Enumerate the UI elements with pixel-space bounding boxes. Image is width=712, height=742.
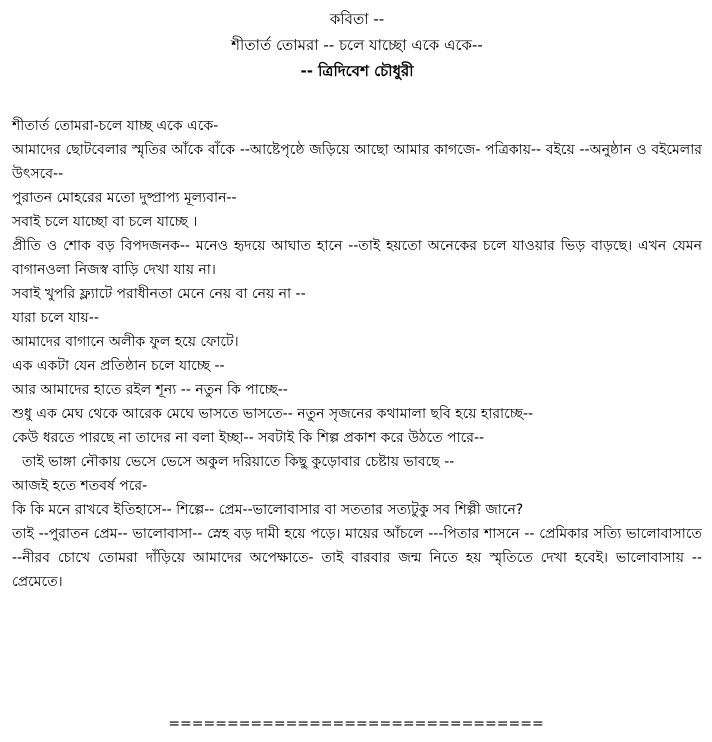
- poem-header: [12, 6, 702, 84]
- poem-line: শীতার্ত তোমরা-চলে যাচ্ছ একে একে-: [12, 118, 219, 134]
- poem-line: শুধু এক মেঘ থেকে আরেক মেঘে ভাসতে ভাসতে-- নতুন সৃজনের কথামালা ছবি হয়ে হারাচ্ছে--: [12, 406, 534, 422]
- poem-line: এক একটা যেন প্রতিষ্ঠান চলে যাচ্ছে --: [12, 358, 225, 374]
- separator-line: ================================: [168, 716, 544, 732]
- poem-line: যারা চলে যায়--: [12, 310, 99, 326]
- poem-line: আমাদের ছোটবেলার স্মৃতির আঁকে বাঁকে --আষ্টেপৃষ্ঠে জড়িয়ে আছো আমার কাগজে- পত্রিকায়-- বইয়ে --অনুষ্ঠান ও বইমেলার উৎসবে--: [12, 142, 702, 182]
- poem-line: আমাদের বাগানে অলীক ফুল হয়ে ফোটে।: [12, 334, 239, 350]
- poem-line: তাই --পুরাতন প্রেম-- ভালোবাসা-- স্নেহ বড় দামী হয়ে পড়ে। মায়ের আঁচলে ---পিতার শাসনে -- প্রেমিকার সত্যি ভালোবাসাতে --নীরব চোখে তোমরা দাঁড়িয়ে আমাদের অপেক্ষাতে- তাই বারবার জন্ম নিতে হয় স্মৃতিতে দেখা হবেই। ভালোবাসায় -- প্রেমেতে।: [12, 526, 702, 590]
- poem-line: কি কি মনে রাখবে ইতিহাসে-- শিল্পে-- প্রেম--ভালোবাসার বা সততার সত্যটুকু সব শিল্পী জানে?: [12, 502, 524, 518]
- poem-title: শীতার্ত তোমরা -- চলে যাচ্ছো একে একে--: [231, 36, 483, 54]
- poem-body: [12, 114, 702, 594]
- poem-line: প্রীতি ও শোক বড় বিপদজনক-- মনেও হৃদয়ে আঘাত হানে --তাই হয়তো অনেকের চলে যাওয়ার ভিড় বাড়ছে। এখন যেমন বাগানওলা নিজস্ব বাড়ি দেখা যায় না।: [12, 238, 702, 278]
- poem-line: আর আমাদের হাতে রইল শূন্য -- নতুন কি পাচ্ছে--: [12, 382, 288, 398]
- poem-line: তাই ভাঙ্গা নৌকায় ভেসে ভেসে অকুল দরিয়াতে কিছু কুড়োবার চেষ্টায় ভাবছে --: [22, 454, 455, 470]
- poem-line: আজই হতে শতবর্ষ পরে-: [12, 478, 148, 494]
- poem-line: পুরাতন মোহরের মতো দুষ্প্রাপ্য মূল্যবান--: [12, 190, 237, 206]
- poem-line: সবাই খুপরি ফ্ল্যাটে পরাধীনতা মেনে নেয় বা নেয় না --: [12, 286, 306, 302]
- poem-author: -- ত্রিদিবেশ চৌধুরী: [300, 62, 414, 80]
- poem-line: সবাই চলে যাচ্ছো বা চলে যাচ্ছে ।: [12, 214, 198, 230]
- genre-label: কবিতা --: [329, 10, 385, 28]
- poem-line: কেউ ধরতে পারছে না তাদের না বলা ইচ্ছা-- সবটাই কি শিল্প প্রকাশ করে উঠতে পারে--: [12, 430, 485, 446]
